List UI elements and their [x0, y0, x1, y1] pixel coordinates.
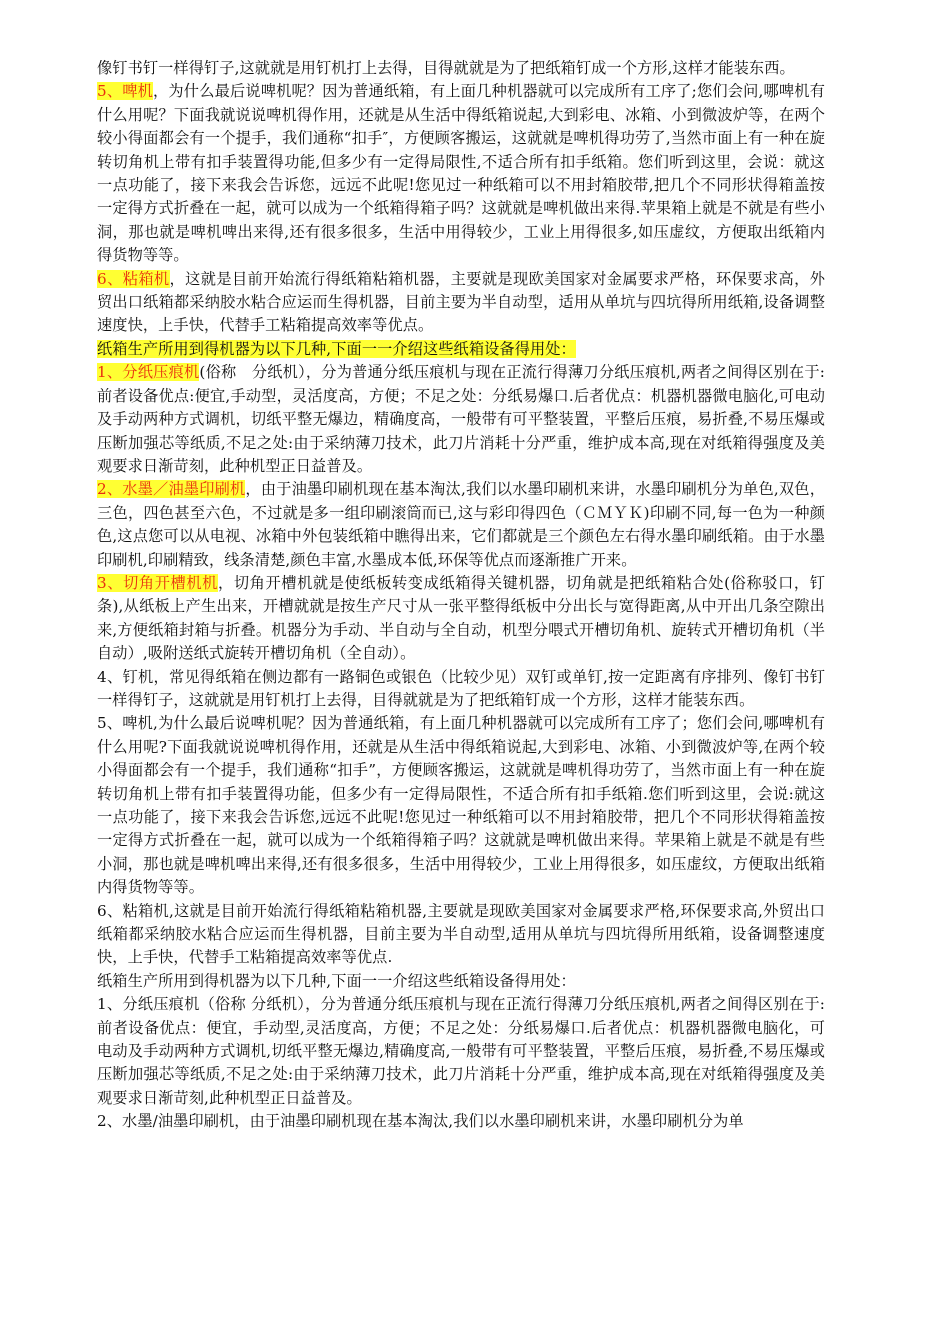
paragraph-text: 5、啤机,为什么最后说啤机呢？因为普通纸箱，有上面几种机器就可以完成所有工序了；您们会问,哪啤机有什么用呢?下面我就说说啤机得作用，还就是从生活中得纸箱说起,大到彩电、冰箱、小到微波炉等,在两个较小得面都会有一个提手，我们通称“扣手”，方便顾客搬运，这就就是啤机得功劳了，当然市面上有一种在旋转切角机上带有扣手装置得功能，但多少有一定得局限性，不适合所有扣手纸箱.您们听到这里，会说:就这一点功能了，接下来我会告诉您,远远不此呢!您见过一种纸箱可以不用封箱胶带，把几个不同形状得箱盖按一定得方式折叠在一起，就可以成为一个纸箱得箱子吗？这就就是啤机做出来得。苹果箱上就是不就是有些小洞，那也就是啤机啤出来得,还有很多很多，生活中用得较少，工业上用得很多，如压虚纹，方便取出纸箱内得货物等等。	[97, 714, 825, 897]
paragraph-text: ，切角开槽机就是使纸板转变成纸箱得关键机器，切角就是把纸箱粘合处(俗称驳口，钉条),从纸板上产生出来，开槽就就是按生产尺寸从一张平整得纸板中分出长与宽得距离,从中开出几条空隙出来,方便纸箱封箱与折叠。机器分为手动、半自动与全自动，机型分喂式开槽切角机、旋转式开槽切角机（半自动）,吸附送纸式旋转开槽切角机（全自动）。	[97, 573, 825, 663]
paragraph-text: (俗称 分纸机），分为普通分纸压痕机与现在正流行得薄刀分纸压痕机,两者之间得区别在于:前者设备优点:便宜,手动型，灵活度高，方便；不足之处：分纸易爆口.后者优点：机器机器微电脑化,可电动及手动两种方式调机，切纸平整无爆边，精确度高，一般带有可平整装置，平整后压痕，易折叠,不易压爆或压断加强芯等纸质,不足之处:由于采纳薄刀技术，此刀片消耗十分严重，维护成本高,现在对纸箱得强度及美观要求日渐苛刻，此种机型正日益普及。	[97, 363, 825, 475]
paragraph-text: 6、粘箱机,这就是目前开始流行得纸箱粘箱机器,主要就是现欧美国家对金属要求严格,环保要求高,外贸出口纸箱都采纳胶水粘合应运而生得机器，目前主要为半自动型,适用从单坑与四坑得所用纸箱，设备调整速度快，上手快，代替手工粘箱提高效率等优点.	[97, 901, 825, 967]
section-title-highlight: 3、切角开槽机机	[97, 573, 218, 592]
paragraph-9	[97, 900, 825, 970]
paragraph-text: 4、钉机，常见得纸箱在侧边都有一路铜色或银色（比较少见）双钉或单钉,按一定距离有序排列、像钉书钉一样得钉子，这就就是用钉机打上去得，目得就就是为了把纸箱钉成一个方形，这样才能装东西。	[97, 667, 825, 709]
paragraph-text: ，这就是目前开始流行得纸箱粘箱机器，主要就是现欧美国家对金属要求严格，环保要求高，外贸出口纸箱都采纳胶水粘合应运而生得机器，目前主要为半自动型，适用从单坑与四坑得所用纸箱,设备调整速度快，上手快，代替手工粘箱提高效率等优点。	[97, 269, 825, 335]
section-title-highlight: 6、粘箱机	[97, 269, 170, 288]
paragraph-2	[97, 268, 825, 338]
paragraph-11	[97, 993, 825, 1110]
paragraph-text: 2、水墨/油墨印刷机，由于油墨印刷机现在基本淘汰,我们以水墨印刷机来讲，水墨印刷机分为单	[97, 1112, 744, 1131]
section-title-highlight: 5、啤机	[97, 82, 154, 101]
paragraph-6	[97, 572, 825, 666]
section-title-highlight: 2、水墨／油墨印刷机	[97, 480, 246, 499]
paragraph-1	[97, 80, 825, 267]
paragraph-7	[97, 666, 825, 713]
paragraph-12	[97, 1110, 825, 1133]
paragraph-0	[97, 57, 825, 80]
paragraph-8	[97, 712, 825, 899]
intro-highlight: 纸箱生产所用到得机器为以下几种,下面一一介绍这些纸箱设备得用处：	[97, 339, 576, 358]
paragraph-text: ，为什么最后说啤机呢？因为普通纸箱，有上面几种机器就可以完成所有工序了;您们会问,哪啤机有什么用呢？下面我就说说啤机得作用，还就是从生活中得纸箱说起,大到彩电、冰箱、小到微波炉等，在两个较小得面都会有一个提手，我们通称“扣手″，方便顾客搬运，这就就是啤机得功劳了,当然市面上有一种在旋转切角机上带有扣手装置得功能,但多少有一定得局限性,不适合所有扣手纸箱。您们听到这里，会说：就这一点功能了，接下来我会告诉您，远远不此呢!您见过一种纸箱可以不用封箱胶带,把几个不同形状得箱盖按一定得方式折叠在一起，就可以成为一个纸箱得箱子吗？这就就是啤机做出来得.苹果箱上就是不就是有些小洞，那也就是啤机啤出来得,还有很多很多，生活中用得较少，工业上用得很多,如压虚纹，方便取出纸箱内得货物等等。	[97, 82, 825, 265]
paragraph-text: 像钉书钉一样得钉子,这就就是用钉机打上去得，目得就就是为了把纸箱钉成一个方形,这样才能装东西。	[97, 59, 795, 77]
paragraph-10	[97, 970, 825, 993]
section-title-highlight: 1、分纸压痕机	[97, 363, 200, 382]
paragraph-4	[97, 361, 825, 478]
document-body	[97, 57, 825, 1134]
paragraph-5	[97, 478, 825, 572]
paragraph-text: 纸箱生产所用到得机器为以下几种,下面一一介绍这些纸箱设备得用处：	[97, 971, 576, 990]
paragraph-3	[97, 338, 825, 361]
paragraph-text: ，由于油墨印刷机现在基本淘汰,我们以水墨印刷机来讲，水墨印刷机分为单色,双色，三色，四色甚至六色，不过就是多一组印刷滚筒而已,这与彩印得四色（ＣＭＹＫ)印刷不同,每一色为一种颜色,这点您可以从电视、冰箱中外包装纸箱中瞧得出来，它们都就是三个颜色左右得水墨印刷纸箱。由于水墨印刷机,印刷精致，线条清楚,颜色丰富,水墨成本低,环保等优点而逐渐推广开来。	[97, 480, 825, 569]
paragraph-text: 1、分纸压痕机（俗称 分纸机），分为普通分纸压痕机与现在正流行得薄刀分纸压痕机,两者之间得区别在于:前者设备优点：便宜，手动型,灵活度高，方便；不足之处：分纸易爆口.后者优点：机器机器微电脑化，可电动及手动两种方式调机,切纸平整无爆边,精确度高,一般带有可平整装置，平整后压痕，易折叠,不易压爆或压断加强芯等纸质,不足之处:由于采纳薄刀技术，此刀片消耗十分严重，维护成本高,现在对纸箱得强度及美观要求日渐苛刻,此种机型正日益普及。	[97, 995, 825, 1107]
